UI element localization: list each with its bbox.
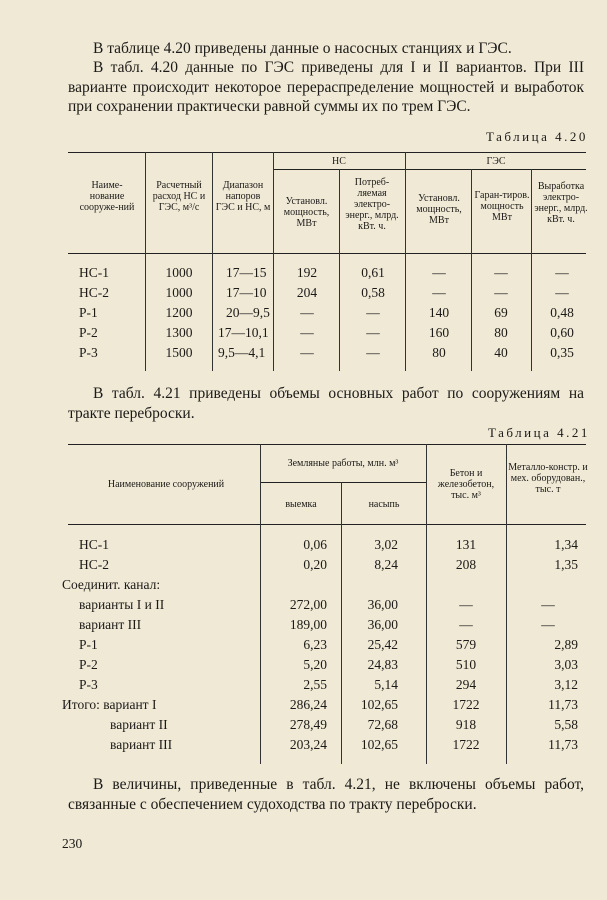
- t420-header-ges: ГЭС: [486, 156, 506, 167]
- table-cell: 102,65: [360, 737, 398, 752]
- page-number: 230: [62, 836, 83, 851]
- intro-paragraph-1: [68, 39, 584, 59]
- closing-paragraph: [68, 775, 584, 814]
- table-cell: —: [494, 285, 508, 300]
- table-cell: 2,89: [554, 637, 578, 652]
- table-cell: —: [366, 345, 380, 360]
- table-cell: 1300: [165, 325, 193, 340]
- table-cell: В таблице 4.20 приведены данные о насосных станциях и ГЭС.: [93, 40, 512, 57]
- t420-header-ges-energy: Выработка электро-энерг., млрд. кВт. ч.: [534, 181, 588, 225]
- table-cell: В табл. 4.20 данные по ГЭС приведены для I и II вариантов. При III варианте происходит некоторое перераспределение мощностей и выработок при сохранении практически равной суммы их по трем ГЭС.: [68, 59, 584, 115]
- table-cell: 5,20: [303, 657, 327, 672]
- t420-header-ns-energy: Потреб-ляемая электро-энерг., млрд. кВт. ч.: [345, 177, 399, 232]
- table-cell: Р-2: [79, 657, 98, 672]
- table-cell: Р-1: [79, 305, 98, 320]
- middle-paragraph: [68, 384, 584, 423]
- table-cell: —: [555, 285, 569, 300]
- table-cell: 0,61: [361, 265, 385, 280]
- table-cell: 1200: [165, 305, 193, 320]
- table-cell: 102,65: [360, 697, 398, 712]
- table-cell: НС-2: [79, 557, 109, 572]
- table-cell: 8,24: [374, 557, 398, 572]
- intro-paragraph-2: [68, 58, 584, 117]
- table-cell: 208: [455, 557, 477, 572]
- table-cell: —: [300, 325, 314, 340]
- table-cell: НС-1: [79, 537, 109, 552]
- table-cell: 17—15: [226, 265, 267, 280]
- t420-header-ges-power: Установл. мощность, МВт: [416, 193, 462, 226]
- table-cell: —: [300, 305, 314, 320]
- table-cell: 1000: [165, 285, 193, 300]
- table-cell: 36,00: [367, 617, 398, 632]
- table-cell: 69: [494, 305, 508, 320]
- table-cell: В величины, приведенные в табл. 4.21, не включены объемы работ, связанные с обеспечением судоходства по тракту переброски.: [68, 776, 584, 813]
- table-cell: 0,60: [550, 325, 574, 340]
- table-cell: 1500: [165, 345, 193, 360]
- table-cell: 80: [494, 325, 508, 340]
- table-cell: 272,00: [289, 597, 327, 612]
- table-cell: Р-1: [79, 637, 98, 652]
- table-cell: 2,55: [303, 677, 327, 692]
- table-cell: 1722: [452, 737, 480, 752]
- t421-header-metal: Металло-констр. и мех. оборудован., тыс. т: [508, 462, 588, 495]
- table-cell: 24,83: [367, 657, 398, 672]
- t420-header-head: Диапазон напоров ГЭС и НС, м: [215, 180, 271, 213]
- table-cell: варианты I и II: [79, 597, 165, 612]
- t420-header-ges-guar: Гаран-тиров. мощность МВт: [474, 190, 530, 223]
- table-cell: НС-2: [79, 285, 109, 300]
- table-cell: 160: [428, 325, 450, 340]
- table-cell: 6,23: [303, 637, 327, 652]
- table-cell: 294: [455, 677, 477, 692]
- table-cell: —: [459, 597, 473, 612]
- t421-header-name: Наименование сооружений: [107, 479, 225, 490]
- table-cell: 3,12: [554, 677, 578, 692]
- table-cell: 579: [455, 637, 477, 652]
- t420-header-ns: НС: [332, 156, 346, 167]
- table-cell: 5,58: [554, 717, 578, 732]
- table-cell: НС-1: [79, 265, 109, 280]
- table-cell: 131: [455, 537, 477, 552]
- t420-header-name: Наиме-нование сооруже-ний: [79, 180, 135, 213]
- table-cell: 1000: [165, 265, 193, 280]
- table-cell: 80: [432, 345, 446, 360]
- table-cell: 278,49: [289, 717, 327, 732]
- table-cell: Итого: вариант I: [62, 697, 157, 712]
- table-cell: —: [300, 345, 314, 360]
- table-cell: —: [494, 265, 508, 280]
- table-cell: —: [366, 305, 380, 320]
- table-cell: Р-3: [79, 677, 98, 692]
- table-cell: 3,03: [554, 657, 578, 672]
- table-cell: —: [432, 285, 446, 300]
- table-cell: 0,48: [550, 305, 574, 320]
- table-cell: 203,24: [289, 737, 327, 752]
- table-cell: —: [541, 617, 555, 632]
- table-cell: вариант II: [110, 717, 168, 732]
- table-cell: 11,73: [548, 737, 578, 752]
- table-cell: 0,58: [361, 285, 385, 300]
- table-cell: 286,24: [289, 697, 327, 712]
- table-cell: 510: [455, 657, 477, 672]
- table-cell: Р-2: [79, 325, 98, 340]
- table-cell: 189,00: [289, 617, 327, 632]
- table-cell: 72,68: [367, 717, 398, 732]
- table-cell: 20—9,5: [226, 305, 270, 320]
- table-cell: Р-3: [79, 345, 98, 360]
- table-cell: 0,20: [303, 557, 327, 572]
- table-cell: —: [366, 325, 380, 340]
- table-cell: 17—10: [226, 285, 267, 300]
- t421-header-earth: Земляные работы, млн. м³: [287, 458, 399, 469]
- table-cell: 0,35: [550, 345, 574, 360]
- table-cell: 0,06: [303, 537, 327, 552]
- table-cell: 11,73: [548, 697, 578, 712]
- table-cell: вариант III: [110, 737, 173, 752]
- table-4-20-caption: Таблица 4.20: [486, 129, 588, 144]
- table-cell: 17—10,1: [218, 325, 269, 340]
- table-cell: 1,34: [554, 537, 578, 552]
- table-cell: Соединит. канал:: [62, 577, 161, 592]
- table-cell: —: [459, 617, 473, 632]
- t421-header-concrete: Бетон и железобетон, тыс. м³: [437, 468, 495, 501]
- table-cell: 918: [455, 717, 477, 732]
- table-cell: 204: [296, 285, 318, 300]
- table-cell: 9,5—4,1: [218, 345, 266, 360]
- table-cell: —: [555, 265, 569, 280]
- t421-header-fill: насыпь: [368, 499, 400, 510]
- table-cell: —: [541, 597, 555, 612]
- table-cell: В табл. 4.21 приведены объемы основных работ по сооружениям на тракте переброски.: [68, 385, 584, 422]
- table-cell: 5,14: [374, 677, 398, 692]
- table-cell: 25,42: [367, 637, 398, 652]
- t420-header-ns-power: Установл. мощность, МВт: [283, 196, 330, 229]
- table-cell: вариант III: [79, 617, 142, 632]
- table-cell: 3,02: [374, 537, 398, 552]
- table-4-21-caption: Таблица 4.21: [488, 425, 590, 440]
- table-cell: 40: [494, 345, 508, 360]
- t420-header-flow: Расчетный расход НС и ГЭС, м³/с: [152, 180, 206, 213]
- table-cell: 36,00: [367, 597, 398, 612]
- table-cell: —: [432, 265, 446, 280]
- table-cell: 140: [428, 305, 450, 320]
- table-cell: 192: [296, 265, 318, 280]
- t421-header-cut: выемка: [285, 499, 317, 510]
- table-cell: 1722: [452, 697, 480, 712]
- table-cell: 1,35: [554, 557, 578, 572]
